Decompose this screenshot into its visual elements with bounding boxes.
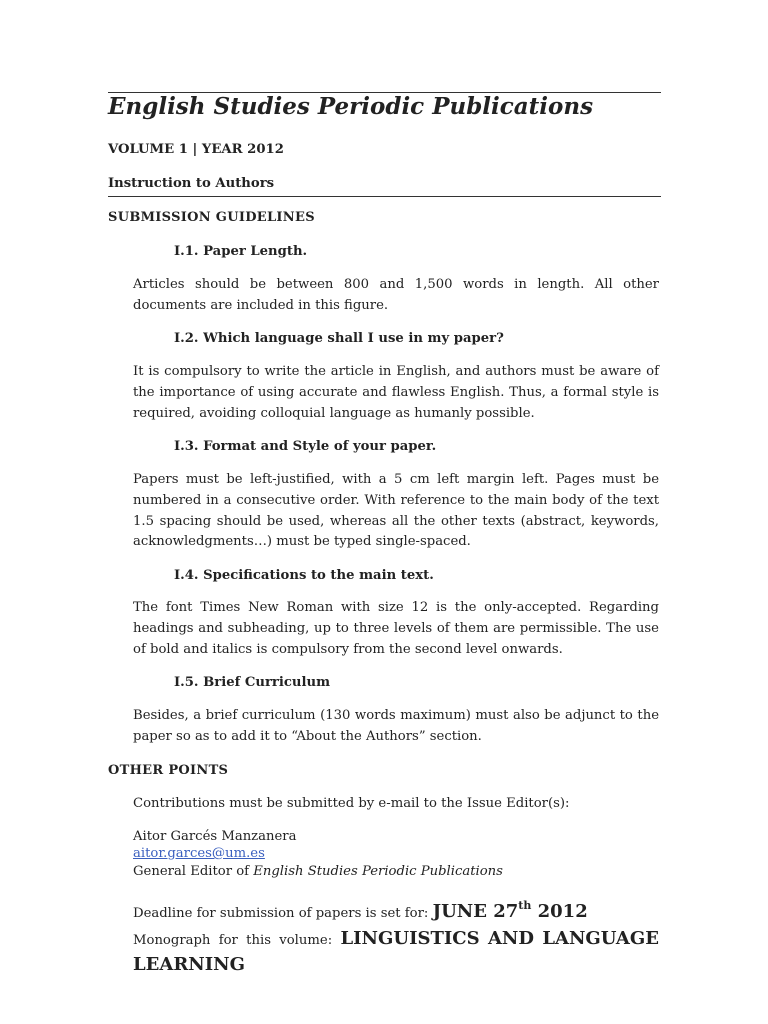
- language-heading: I.2. Which language shall I use in my paper?: [174, 331, 504, 346]
- monograph-word-3: LANGUAGE: [542, 928, 659, 949]
- monograph-line: [133, 925, 659, 954]
- contributions-text: Contributions must be submitted by e-mail to the Issue Editor(s):: [133, 796, 570, 811]
- language-text: It is compulsory to write the article in English, and authors must be aware of the importance of using accurate and flawless English. Thus, a formal style is required, avoiding colloquial language as humanly possible.: [133, 364, 659, 421]
- monograph-word-2: AND: [487, 928, 534, 949]
- monograph-last-word: LEARNING: [133, 954, 245, 975]
- main-text-heading: I.4. Specifications to the main text.: [174, 568, 434, 583]
- paper-length-text: Articles should be between 800 and 1,500 words in length. All other documents are included in this figure.: [133, 277, 659, 313]
- deadline-line: [133, 899, 588, 922]
- editor-role: [133, 864, 503, 879]
- deadline-year: 2012: [531, 901, 588, 922]
- other-points-heading: OTHER POINTS: [108, 763, 229, 778]
- deadline-date-sup: th: [518, 899, 532, 912]
- deadline-date-main: JUNE 27: [432, 901, 519, 922]
- editor-role-journal: English Studies Periodic Publications: [253, 864, 503, 879]
- editor-email-line: [133, 846, 265, 861]
- curriculum-heading: I.5. Brief Curriculum: [174, 675, 331, 690]
- editor-name: Aitor Garcés Manzanera: [133, 829, 297, 844]
- editor-role-prefix: General Editor of: [133, 864, 254, 879]
- format-text: Papers must be left-justified, with a 5 cm left margin left. Pages must be numbered in a consecutive order. With reference to the main body of the text 1.5 spacing should be used, whereas all the other texts (abstract, keywords, acknowledgments…) must be typed single-spaced.: [133, 472, 659, 550]
- monograph-word-1: LINGUISTICS: [340, 928, 480, 949]
- deadline-prefix: Deadline for submission of papers is set for:: [133, 906, 433, 921]
- submission-guidelines-heading: SUBMISSION GUIDELINES: [108, 210, 315, 225]
- deadline-date: [433, 901, 588, 922]
- main-text-text: The font Times New Roman with size 12 is the only-accepted. Regarding headings and subheading, up to three levels of them are permissible. The use of bold and italics is compulsory from the second level onwards.: [133, 600, 659, 657]
- paper-length-heading: I.1. Paper Length.: [174, 244, 308, 259]
- curriculum-text: Besides, a brief curriculum (130 words maximum) must also be adjunct to the paper so as to add it to “About the Authors” section.: [133, 708, 659, 744]
- monograph-prefix: Monograph for this volume:: [133, 933, 341, 948]
- header-rule: [108, 196, 661, 197]
- editor-email-link[interactable]: aitor.garces@um.es: [133, 846, 265, 861]
- journal-title: English Studies Periodic Publications: [108, 93, 594, 120]
- format-heading: I.3. Format and Style of your paper.: [174, 439, 437, 454]
- instruction-title: Instruction to Authors: [108, 176, 275, 191]
- volume-line: VOLUME 1 | YEAR 2012: [108, 142, 284, 157]
